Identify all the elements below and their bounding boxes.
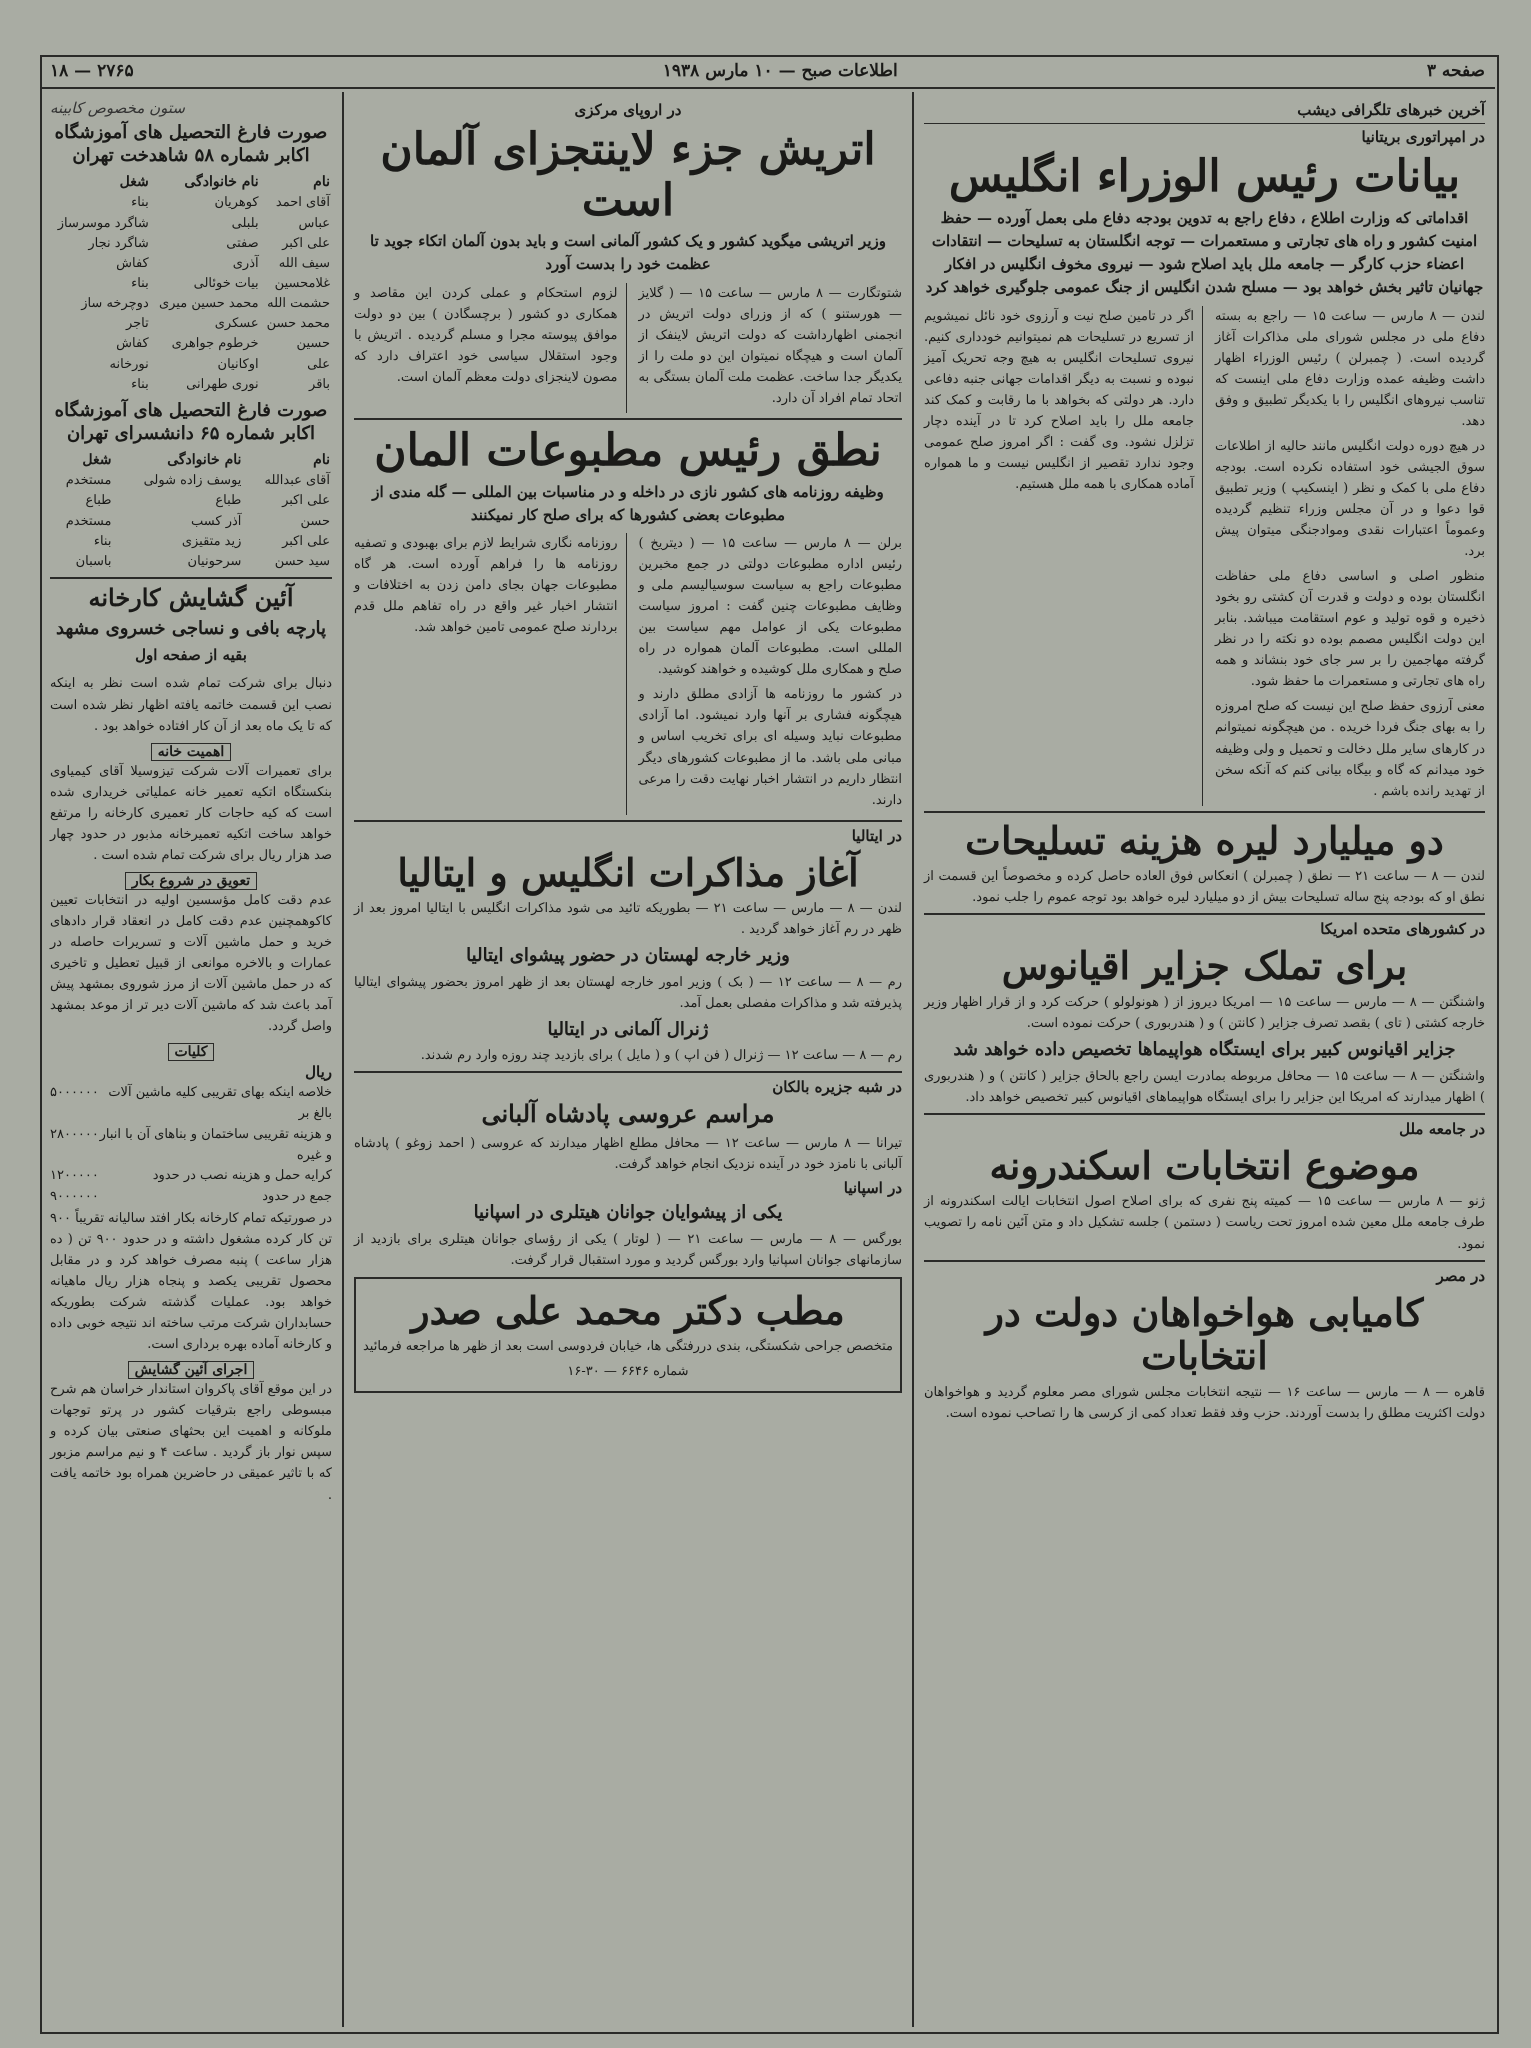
costs-list <box>50 1083 332 1208</box>
section-box-label: تعویق در شروع بکار <box>125 872 257 890</box>
table-cell: بیات خوئالی <box>193 276 259 292</box>
ad-phone: شماره ۶۶۴۶ — ۳۰-۱۶ <box>567 1364 689 1380</box>
column-rule-right <box>912 92 914 2027</box>
column-stamp: ستون مخصوص کابینه <box>50 99 185 117</box>
doctor-advertisement <box>354 1277 902 1393</box>
article-paragraph: شتوتگارت — ۸ مارس — ساعت ۱۵ — ( گلایز — هورستنو ) که از وزرای دولت اتریش در انجمنی اظهارداشت که دولت اتریش لاینفک از آلمان است و هیچگاه نمیتوان این دو ملت را از یکدیگر جدا ساخت. عظمت ملت آلمان بستگی به اتحاد تمام افراد آن دارد. <box>638 285 902 406</box>
subhead-chamberlain: اقداماتی که وزارت اطلاع ، دفاع راجع به تدوین بودجه دفاع ملی بعمل آورده — حفظ امنیت کشور و راه های تجارتی و مستعمرات — توجه انگلستان به تسلیحات — انتقادات اعضاء حزب کارگر — جامعه ملل باید اصلاح شود — نیروی مخوف انگلیس در افکار جهانیان تاثیر بخش خواهد بود — مسلح شدن انگلیس از جنگ عمومی جلوگیری خواهد کرد <box>925 208 1484 297</box>
table-cell: عباس <box>298 215 330 231</box>
article-paragraph: دنبال برای شرکت تمام شده است نظر به اینکه نصب این قسمت خاتمه یافته اظهار نظر شده است که تا یک ماه بعد از آن کار افتاده خواهد بود . <box>50 676 332 734</box>
headline-austria: اتریش جزء لاینتجزای آلمان است <box>380 124 876 226</box>
divider <box>924 123 1485 124</box>
table-cell: کوهریان <box>214 195 259 211</box>
table-cell: آقای احمد <box>275 195 330 211</box>
table-cell: شاگرد نجار <box>88 235 149 251</box>
article-paragraph: بورگس — ۸ — مارس — ساعت ۲۱ — ( لوتار ) یکی از رؤسای جوانان هیتلری برای بازدید از سازمانهای جوانان اسپانیا وارد بورگس گردید و مورد استقبال قرار گرفت. <box>354 1231 903 1268</box>
table-cell: زید متقیزی <box>181 533 242 549</box>
article-paragraph: برای تعمیرات آلات شرکت تیزوسیلا آقای کیمیاوی بنکستگاه اتکیه تعمیر خانه عملیاتی خریداری شده است که کیه حاجات کار تعمیری کارخانه را مرتفع خواهد ساخت اتکیه تعمیرخانه مذبور در حدود چهار صد هزار ریال برای شرکت تمام شده است . <box>50 763 332 863</box>
table-cell: آذری <box>232 255 259 271</box>
article-paragraph: رم — ۸ — ساعت ۱۲ — ژنرال ( فن اپ ) و ( مایل ) برای بازدید چند روزه وارد رم شدند. <box>420 1048 902 1064</box>
subhead-austria: وزیر اتریشی میگوید کشور و یک کشور آلمانی است و باید بدون آلمان اتکاء جوید تا عظمت خود را بدست آورد <box>370 232 886 274</box>
table-cell: نورخانه <box>109 356 149 372</box>
article-paragraph: لندن — ۸ — ساعت ۲۱ — نطق ( چمبرلن ) انعکاس فوق العاده حاصل کرده و مخصوصاً این قسمت از نطق او که بودجه پنج ساله تسلیحات بیش از دو میلیارد لیره خواهد بود توجه عموم را جلب نمود. <box>924 869 1485 906</box>
headline-factory-opening: آئین گشایش کارخانه <box>88 583 294 613</box>
region-label: در جامعه ملل <box>1399 1119 1485 1138</box>
headline-anglo-italian: آغاز مذاکرات انگلیس و ایتالیا <box>397 849 859 895</box>
article-paragraph: معنی آرزوی حفظ صلح این نیست که صلح امروزه را به بهای جنگ فردا خریده . من هیچگونه نمیتوانم در کارهای سایر ملل دخالت و تحمیل و ولی وظیفه خود میدانم که گاه و بیگاه بیانی کنم که آنکه سخن از تهدید رانده باشم . <box>1215 699 1485 799</box>
table-row <box>50 334 332 354</box>
table-row <box>50 532 332 552</box>
article-paragraph: تیرانا — ۸ مارس — ساعت ۱۲ — محافل مطلع اظهار میدارند که عروسی ( احمد زوغو ) پادشاه آلبانی با نامزد خود در آینده نزدیک انجام خواهد گرفت. <box>354 1136 903 1173</box>
table-header-row <box>50 172 332 194</box>
article-paragraph: در هیچ دوره دولت انگلیس مانند حالیه از اطلاعات سوق الجیشی خود استفاده نکرده است. بودجه دفاع ملی با کمک و نظر ( اینسکیپ ) وزیر تطبیق قوا دعوا و در آن مجلس وزراء تنظیم گردیده وعموماً اعتبارات نقدی وموادجنگی میتوان پیش برد. <box>1215 438 1485 560</box>
article-paragraph: در صورتیکه تمام کارخانه بکار افتد سالیانه تقریباً ۹۰۰ تن کار کرده مشغول داشته و در حدود ۹۰۰ تن ( ده هزار ساعت ) پنبه مصرف خواهد کرد و در مقابل محصول تقریبی یکصد و پنجاه هزار ریال ماهیانه خواهد بود. عملیات گذشته شرکت بطوریکه حسابداران شرکت مرتب ساخته اند نتیجه خوبی داده و کارخانه آماده بهره برداری است. <box>50 1210 332 1353</box>
table-cell: صفتی <box>226 235 259 251</box>
graduates-list-title: صورت فارغ التحصیل های آموزشگاه اکابر شماره ۶۵ دانشسرای تهران <box>54 399 328 445</box>
table-cell: حسین <box>296 336 330 352</box>
graduates-table-1 <box>50 172 332 395</box>
late-news-tag: آخرین خبرهای تلگرافی دیشب <box>1297 101 1485 119</box>
cost-amount: ۱۲۰۰۰۰۰ <box>50 1168 99 1184</box>
region-label: در مصر <box>1436 1266 1485 1285</box>
graduates-list-title: صورت فارغ التحصیل های آموزشگاه اکابر شماره ۵۸ شاهدخت تهران <box>54 122 328 167</box>
costs-unit: ریال <box>305 1063 332 1082</box>
headline-chamberlain: بیانات رئیس الوزراء انگلیس <box>948 151 1461 202</box>
table-cell: محمد حسین میری <box>158 296 259 312</box>
divider <box>354 1071 902 1073</box>
table-row <box>50 214 332 234</box>
graduates-table-2 <box>50 450 332 572</box>
table-cell: علی اکبر <box>282 493 330 509</box>
table-cell: طباع <box>215 493 242 509</box>
subhead-german-general: ژنرال آلمانی در ایتالیا <box>547 1018 709 1040</box>
press-article <box>354 533 902 815</box>
article-paragraph: برلن — ۸ مارس — ساعت ۱۵ — ( دیتریخ ) رئیس اداره مطبوعات دولتی در جمع مخبرین مطبوعات راجع به سیاست سوسیالیسم ملی و وظایف مطبوعات چنین گفت : امروز سیاست مطبوعات یکی از عوامل مهم سیاست بین المللی است. مطبوعات آلمان همواره در راه صلح و همکاری ملل کوشیده و خواهند کوشید. <box>638 536 903 678</box>
headline-armaments: دو میلیارد لیره هزینه تسلیحات <box>965 817 1444 863</box>
page-label: صفحه ۳ <box>1426 61 1485 81</box>
cost-label: خلاصه اینکه بهای تقریبی کلیه ماشین آلات بالغ بر <box>108 1085 332 1121</box>
ad-body: متخصص جراحی شکستگی، بندی دررفتگی ها، خیابان فردوسی است بعد از ظهر ها مراجعه فرمائید <box>362 1339 893 1355</box>
article-paragraph: روزنامه نگاری شرایط لازم برای بهبودی و تصفیه روزنامه ها را فراهم آورده است. هر گاه مطبوعات جهان بجای دامن زدن به اختلافات و انتشار اخبار غیر واقع در راه تفاهم ملل قدم بردارند صلح عمومی تامین خواهد شد. <box>354 536 618 636</box>
table-cell: بناء <box>131 195 149 211</box>
table-row <box>50 512 332 532</box>
cost-label: و هزینه تقریبی ساختمان و بناهای آن با انبار و غیره <box>99 1126 332 1163</box>
table-cell: کفاش <box>116 255 149 271</box>
table-row <box>50 314 332 334</box>
column-header: نام <box>313 173 330 190</box>
section-box-label: کلیات <box>168 1043 215 1061</box>
table-cell: مستخدم <box>65 473 112 489</box>
table-cell: غلامحسین <box>274 276 330 292</box>
cost-row <box>50 1125 332 1167</box>
subhead-polish-minister: وزیر خارجه لهستان در حضور پیشوای ایتالیا <box>466 945 790 967</box>
continued-label: بقیه از صفحه اول <box>135 646 247 665</box>
table-cell: باسبان <box>75 553 112 569</box>
subhead-press-chief: وظیفه روزنامه های کشور نازی در داخله و در مناسبات بین المللی — گله مندی از مطبوعات بعضی کشورها که برای صلح کار نمیکنند <box>372 482 884 524</box>
cost-row <box>50 1187 332 1208</box>
table-cell: دوچرخه ساز <box>81 296 149 312</box>
article-paragraph: ژنو — ۸ مارس — ساعت ۱۵ — کمیته پنج نفری که برای اصلاح اصول انتخابات ایالت اسکندرونه از طرف جامعه ملل معین شده امروز تحت ریاست ( دستمن ) جلسه تشکیل داد و متن آئین نامه را تصویب نمود. <box>924 1194 1485 1252</box>
chamberlain-article <box>924 306 1485 806</box>
divider <box>924 811 1485 813</box>
table-cell: باقر <box>309 376 330 392</box>
table-cell: بناء <box>131 376 149 392</box>
article-paragraph: در این موقع آقای پاکروان استاندار خراسان هم شرح مبسوطی راجع بترقیات کشور در پرتو توجهات ملوکانه و اهمیت این بحثهای صنعتی بیان کرده و سپس نوار باز گردید . ساعت ۴ و نیم مراسم مزبور که با تاثیر عمیقی در حاضرین همراه بود خاتمه یافت . <box>50 1382 332 1503</box>
article-paragraph: لزوم استحکام و عملی کردن این مقاصد و همکاری دو کشور ( برچسگادن ) بین دو دولت موافق پیوسته مجرا و مسلم گردیده . اتریش با وجود استقلال سیاسی خود اعتراف دارد که مصون لاینجزای دولت معظم آلمان است. <box>354 285 618 385</box>
region-label: در اسپانیا <box>843 1179 902 1198</box>
table-row <box>50 355 332 375</box>
region-label: در ایتالیا <box>851 826 902 845</box>
austria-article <box>354 283 902 413</box>
article-paragraph: عدم دقت کامل مؤسسین اولیه در انتخابات تعیین کاکوهمچنین عدم دقت کامل در انعقاد قرار دادهای خرید و حمل ماشین آلات و تسریرات حاصله در عمارات و بالاخره موانعی از قبیل تعطیل و تاخیری که در حمل ماشین آلات از مرز شوروی بمشهد پیش آمد باعث شد که ماشین آلات دیر تر از موعد بمشهد واصل گردد. <box>50 892 332 1035</box>
article-paragraph: واشنگتن — ۸ — ساعت ۱۵ — محافل مربوطه بمادرت ایسن راجع بالحاق جزایر ( کانتن ) و ( هندربوری ) اظهار میدارند که امریکا این جزایر را برای ایستگاه هواپیماهای اقیانوس کبیر تخصیص خواهد داد. <box>924 1068 1485 1105</box>
divider <box>924 1260 1485 1262</box>
table-cell: تاجر <box>125 316 149 332</box>
cost-amount: ۵۰۰۰۰۰۰ <box>50 1085 99 1101</box>
article-paragraph: اگر در تامین صلح نیت و آرزوی خود نائل نمیشویم از تسریع در تسلیحات هم نمیتوانیم خودداری کنیم. نیروی تسلیحات انگلیس به هیچ وجه تحریک آمیز نبوده و نسبت به دیگر اقدامات جهانی جنبه دفاعی دارد. هر دولتی که بخواهد با ما رقابت و کمک کند جامعه ملل را باید اصلاح کرد تا در آینده دچار تزلزل نشود. وی گفت : اگر امروز صلح عمومی وجود ندارد تقصیر از انگلیس نیست و ما همواره آماده همکاری با همه ملل هستیم. <box>924 308 1194 492</box>
headline-alexandretta: موضوع انتخابات اسکندرونه <box>989 1142 1420 1188</box>
table-cell: آقای عبدالله <box>264 473 330 489</box>
table-row <box>50 471 332 491</box>
table-cell: یوسف زاده شولی <box>143 473 242 489</box>
center-column <box>346 95 910 2025</box>
table-cell: اوکانیان <box>217 356 259 372</box>
article-paragraph: لندن — ۸ — مارس — ساعت ۲۱ — بطوریکه تائید می شود مذاکرات انگلیس با ایتالیا امروز بعد از ظهر در رم آغاز خواهد گردید . <box>354 901 902 938</box>
date-line: اطلاعات صبح — ۱۰ مارس ۱۹۳۸ <box>662 61 898 81</box>
table-cell: سرحونیان <box>187 553 242 569</box>
section-box-label: اجرای آئین گشایش <box>128 1361 255 1379</box>
article-paragraph: لندن — ۸ مارس — ساعت ۱۵ — راجع به بسته دفاع ملی در مجلس شورای ملی مذاکرات آغاز گردیده است. ( چمبرلن ) رئیس الوزراء اظهار داشت وظیفه عمده وزارت دفاع ملی اینست که تناسب نیروهای انگلیس را با یکدیگر تطبیق و وفق دهد. <box>1215 308 1485 429</box>
table-cell: سید حسن <box>274 553 330 569</box>
table-row <box>50 254 332 274</box>
section-box-label: اهمیت خانه <box>151 743 232 761</box>
column-header: شغل <box>82 451 112 468</box>
column-header: شغل <box>119 173 149 190</box>
region-label: در کشورهای متحده امریکا <box>1320 920 1485 939</box>
table-row <box>50 234 332 254</box>
table-row <box>50 274 332 294</box>
table-cell: بناء <box>93 533 112 549</box>
table-cell: مستخدم <box>65 513 112 529</box>
cost-label: جمع در حدود <box>262 1189 332 1205</box>
table-cell: علی <box>307 356 330 372</box>
table-cell: آذر کسب <box>191 513 242 529</box>
article-paragraph: رم — ۸ — ساعت ۱۲ — ( بک ) وزیر امور خارجه لهستان بعد از ظهر امروز بحضور پیشوای ایتالیا پذیرفته شد و مذاکرات مفصلی بعمل آمد. <box>354 974 902 1011</box>
table-cell: نوری طهرانی <box>186 376 259 392</box>
headline-pacific-islands: برای تملک جزایر اقیانوس <box>1001 943 1408 989</box>
article-paragraph: قاهره — ۸ — مارس — ساعت ۱۶ — نتیجه انتخابات مجلس شورای مصر معلوم گردید و هواخواهان دولت اکثریت مطلق را بدست آوردند. حزب وفد فقط تعداد کمی از کرسی ها را تصاحب نموده است. <box>924 1384 1486 1421</box>
cost-amount: ۲۸۰۰۰۰۰ <box>50 1126 99 1142</box>
table-cell: بناء <box>131 276 149 292</box>
cost-row <box>50 1083 332 1125</box>
table-cell: حشمت الله <box>267 296 330 312</box>
table-row <box>50 491 332 511</box>
table-cell: علی اکبر <box>282 533 330 549</box>
table-row <box>50 552 332 572</box>
ad-title: مطب دکتر محمد علی صدر <box>411 1287 845 1333</box>
table-cell: علی اکبر <box>282 235 330 251</box>
column-rule-left <box>342 92 344 2027</box>
divider <box>354 418 902 420</box>
region-label: در اروپای مرکزی <box>574 101 682 119</box>
column-header: نام خانوادگی <box>184 173 259 190</box>
issue-number: ۲۷۶۵ — ۱۸ <box>50 61 134 81</box>
table-cell: عسکری <box>214 316 259 332</box>
column-header: نام خانوادگی <box>167 451 242 468</box>
table-cell: سیف الله <box>278 255 330 271</box>
table-cell: شاگرد موسرساز <box>57 215 149 231</box>
table-row <box>50 294 332 314</box>
left-column <box>42 95 340 2025</box>
headline-hitler-youth: یکی از پیشوایان جوانان هیتلری در اسپانیا <box>473 1202 783 1224</box>
column-header: نام <box>313 451 330 468</box>
table-cell: کفاش <box>116 336 149 352</box>
divider <box>50 577 332 579</box>
article-paragraph: در کشور ما روزنامه ها آزادی مطلق دارند و هیچگونه فشاری بر آنها وارد نمیشود. اما آزادی مطبوعات نباید وسیله ای برای تخریب اساس و مبانی ملی باشد. ما از مطبوعات کشورهای دیگر انتظار داریم در انتشار اخبار نهایت دقت را مرعی دارند. <box>638 687 902 808</box>
table-row <box>50 193 332 213</box>
headline-albania-wedding: مراسم عروسی پادشاه آلبانی <box>481 1099 775 1129</box>
table-cell: خرطوم جواهری <box>171 336 259 352</box>
article-paragraph: منظور اصلی و اساسی دفاع ملی حفاظت انگلستان بوده و دولت و قدرت آن کشتی رو بخود ذخیره و قوه تولید و عوم استقامت میباشد. بنابر این دولت انگلیس مصمم بوده دو نکته را در نظر گرفته مهاجمین را بر سر جای خود بنشاند و همه راه های تجارتی و مستعمرات ما حفظ شود. <box>1215 569 1485 690</box>
divider <box>924 1113 1485 1115</box>
subhead-factory: پارچه بافی و نساجی خسروی مشهد <box>55 617 327 639</box>
subhead-air-stations: جزایر اقیانوس کبیر برای ایستگاه هواپیماها تخصیص داده خواهد شد <box>953 1039 1456 1061</box>
headline-press-chief: نطق رئیس مطبوعات المان <box>374 424 882 476</box>
cost-amount: ۹۰۰۰۰۰۰ <box>50 1189 99 1205</box>
cost-row <box>50 1166 332 1187</box>
region-label: در شبه جزیره بالکان <box>772 1078 902 1097</box>
table-header-row <box>50 450 332 472</box>
table-cell: بلبلی <box>231 215 259 231</box>
divider <box>924 913 1485 915</box>
divider <box>354 820 902 822</box>
region-label: در امپراتوری بریتانیا <box>1361 128 1485 146</box>
table-cell: محمد حسن <box>266 316 330 332</box>
table-row <box>50 375 332 395</box>
right-column <box>916 95 1493 2025</box>
table-cell: حسن <box>300 513 330 529</box>
article-paragraph: واشنگتن — ۸ — مارس — ساعت ۱۵ — امریکا دیروز از ( هونولولو ) حرکت کرد و از قرار اظهار وزیر خارجه کشتی ( تای ) بقصد تصرف جزایر ( کانتن ) و ( هندربوری ) حرکت نموده است. <box>924 995 1486 1032</box>
table-cell: طباع <box>85 493 112 509</box>
cost-label: کرایه حمل و هزینه نصب در حدود <box>152 1168 332 1184</box>
headline-egypt-elections: کامیابی هواخواهان دولت در انتخابات <box>985 1289 1424 1379</box>
